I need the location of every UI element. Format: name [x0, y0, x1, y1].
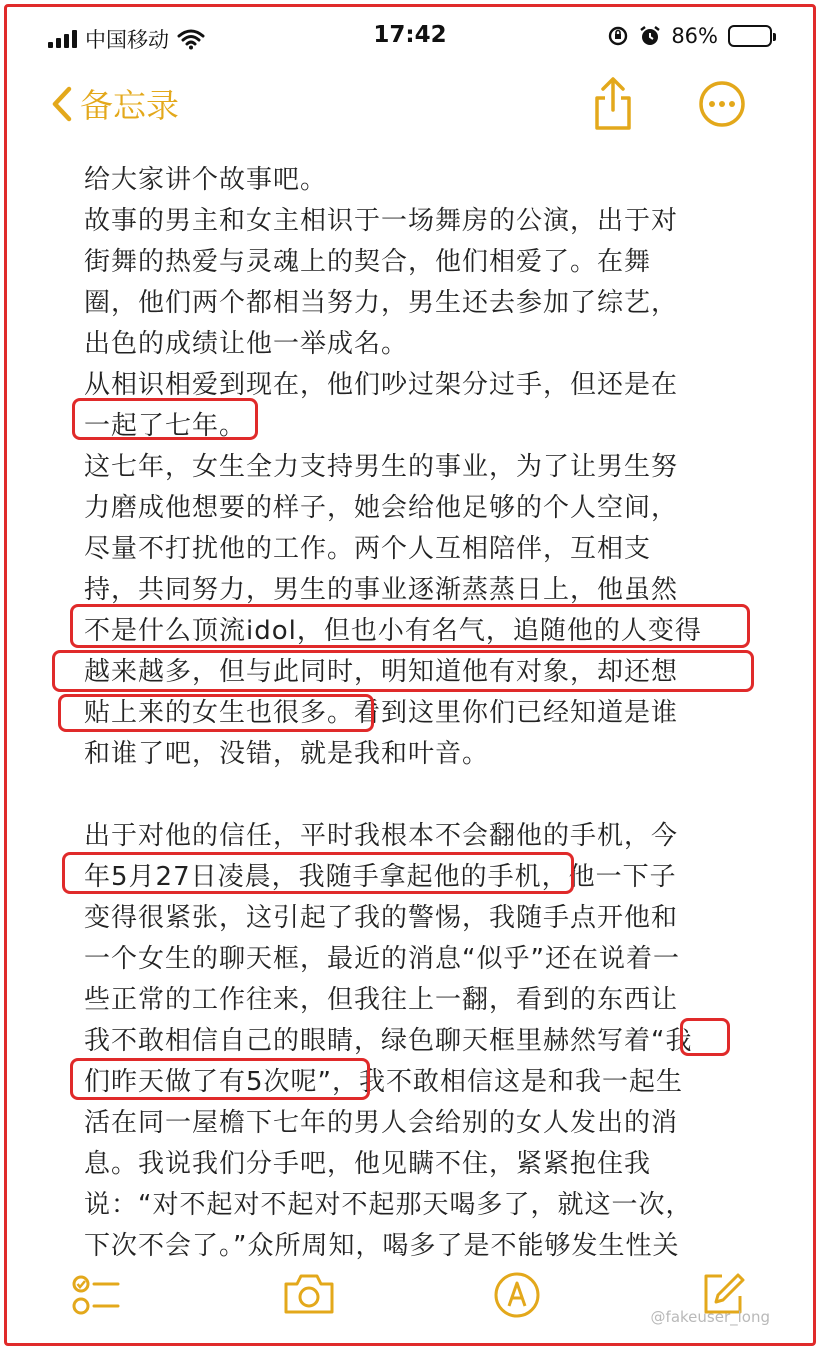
note-line: 从相识相爱到现在，他们吵过架分过手，但还是在	[84, 370, 679, 400]
note-line: 给大家讲个故事吧。	[84, 165, 328, 195]
note-line: 下次不会了。”众所周知，喝多了是不能够发生性关	[84, 1231, 680, 1261]
note-line: 不是什么顶流idol，但也小有名气，追随他的人变得	[84, 616, 702, 646]
note-line: 些正常的工作往来，但我往上一翻，看到的东西让	[84, 985, 679, 1015]
chevron-left-icon	[50, 85, 74, 123]
alarm-icon	[639, 25, 661, 47]
markup-pen-icon[interactable]	[492, 1270, 542, 1320]
more-options-icon[interactable]	[698, 80, 746, 128]
note-line: 出于对他的信任，平时我根本不会翻他的手机，今	[84, 821, 679, 851]
note-line: 这七年，女生全力支持男生的事业，为了让男生努	[84, 452, 679, 482]
note-line: 一起了七年。	[84, 411, 247, 441]
note-line: 越来越多，但与此同时，明知道他有对象，却还想	[84, 657, 679, 687]
camera-icon[interactable]	[282, 1270, 336, 1318]
watermark: @fakeuser_long	[650, 1308, 770, 1326]
note-body[interactable]	[84, 158, 744, 1261]
note-line: 年5月27日凌晨，我随手拿起他的手机，他一下子	[84, 862, 677, 892]
note-line: 街舞的热爱与灵魂上的契合，他们相爱了。在舞	[84, 247, 652, 277]
status-bar	[0, 18, 820, 58]
note-line: 贴上来的女生也很多。看到这里你们已经知道是谁	[84, 698, 679, 728]
note-line: 息。我说我们分手吧，他见瞒不住，紧紧抱住我	[84, 1149, 652, 1179]
note-line: 和谁了吧，没错，就是我和叶音。	[84, 739, 490, 769]
note-line: 尽量不打扰他的工作。两个人互相陪伴，互相支	[84, 534, 652, 564]
note-line: 持，共同努力，男生的事业逐渐蒸蒸日上，他虽然	[84, 575, 679, 605]
note-line: 一个女生的聊天框，最近的消息“似乎”还在说着一	[84, 944, 680, 974]
status-right	[607, 24, 772, 48]
share-icon[interactable]	[590, 76, 636, 132]
note-line: 故事的男主和女主相识于一场舞房的公演，出于对	[84, 206, 679, 236]
back-label: 备忘录	[80, 86, 179, 125]
note-line: 我不敢相信自己的眼睛，绿色聊天框里赫然写着“我	[84, 1026, 693, 1056]
orientation-lock-icon	[607, 25, 629, 47]
back-button[interactable]	[50, 80, 179, 127]
note-line: 说：“对不起对不起对不起那天喝多了，就这一次，	[84, 1190, 693, 1220]
note-line: 圈，他们两个都相当努力，男生还去参加了综艺，	[84, 288, 679, 318]
note-line: 出色的成绩让他一举成名。	[84, 329, 409, 359]
carrier-name: 中国移动	[85, 28, 169, 52]
battery-icon	[728, 25, 772, 47]
status-time: 17:42	[373, 22, 447, 48]
note-line: 变得很紧张，这引起了我的警惕，我随手点开他和	[84, 903, 679, 933]
checklist-icon[interactable]	[70, 1270, 122, 1320]
note-line: 力磨成他想要的样子，她会给他足够的个人空间，	[84, 493, 679, 523]
nav-bar	[0, 70, 820, 140]
note-line: 们昨天做了有5次呢”，我不敢相信这是和我一起生	[84, 1067, 684, 1097]
note-line: 活在同一屋檐下七年的男人会给别的女人发出的消	[84, 1108, 679, 1138]
battery-percent: 86%	[671, 24, 718, 48]
